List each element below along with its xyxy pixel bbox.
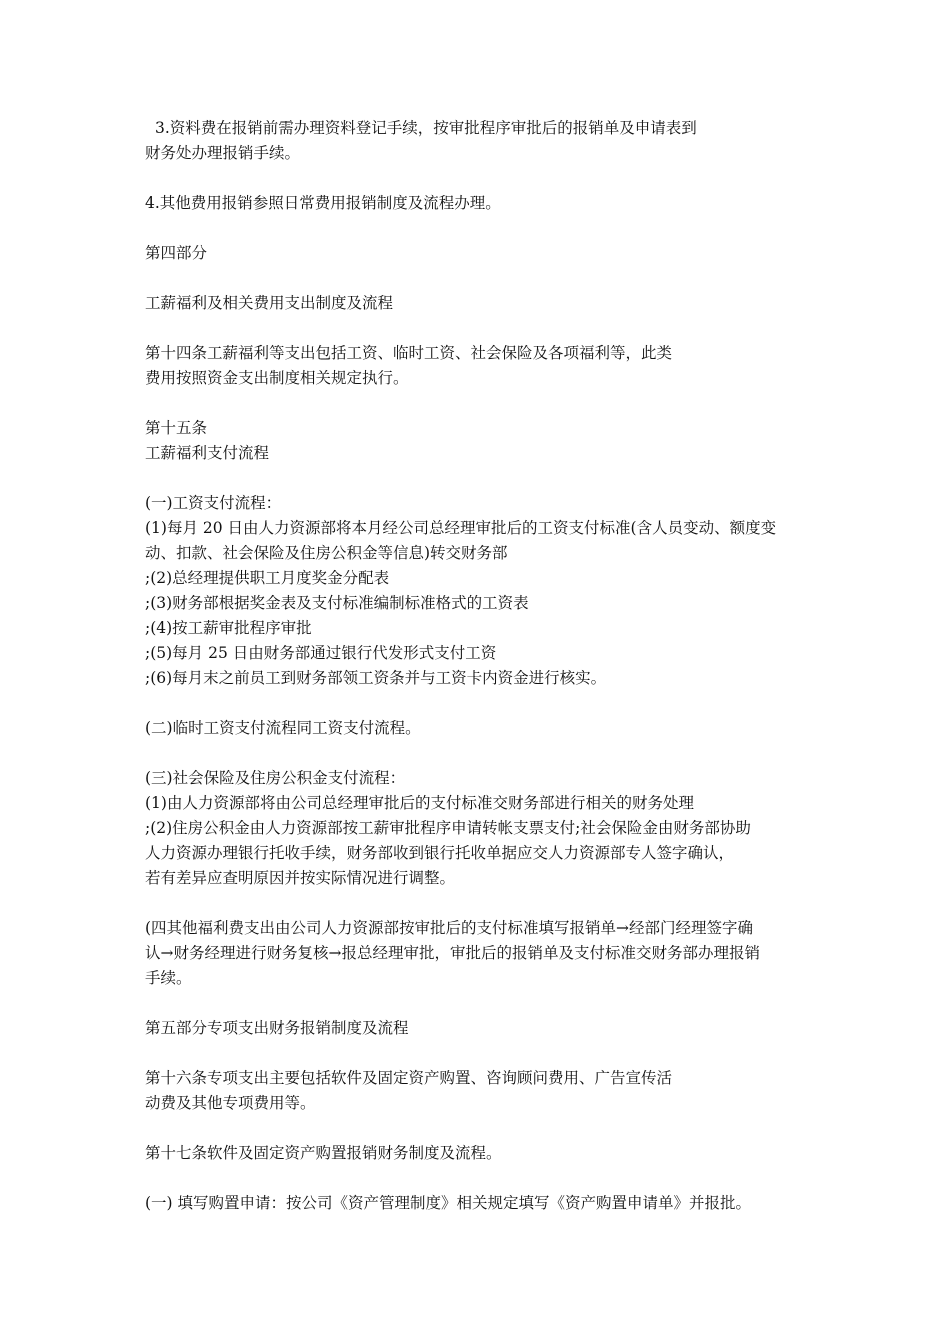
- text-line: 若有差异应查明原因并按实际情况进行调整。: [145, 869, 456, 887]
- text-line: 3.资料费在报销前需办理资料登记手续，按审批程序审批后的报销单及申请表到: [155, 119, 697, 137]
- article-title: 工薪福利支付流程: [145, 444, 270, 462]
- text-line: ;(5)每月 25 日由财务部通过银行代发形式支付工资: [145, 644, 497, 662]
- text-line: (一)工资支付流程：: [145, 494, 282, 512]
- text-line: ;(2)住房公积金由人力资源部按工薪审批程序申请转帐支票支付;社会保险金由财务部协助: [145, 819, 751, 837]
- text-line: 动费及其他专项费用等。: [145, 1094, 316, 1112]
- text-line: 第十六条专项支出主要包括软件及固定资产购置、咨询顾问费用、广告宣传活: [145, 1069, 673, 1087]
- text-line: (四其他福利费支出由公司人力资源部按审批后的支付标准填写报销单→经部门经理签字确: [145, 919, 754, 937]
- text-line: ;(3)财务部根据奖金表及支付标准编制标准格式的工资表: [145, 594, 529, 612]
- text-line: ;(4)按工薪审批程序审批: [145, 619, 312, 637]
- text-line: 费用按照资金支出制度相关规定执行。: [145, 369, 409, 387]
- text-line: 手续。: [145, 969, 192, 987]
- section-heading: 第四部分: [145, 244, 208, 262]
- text-line: ;(6)每月末之前员工到财务部领工资条并与工资卡内资金进行核实。: [145, 669, 607, 687]
- text-line: (一) 填写购置申请：按公司《资产管理制度》相关规定填写《资产购置申请单》并报批。: [145, 1194, 752, 1212]
- text-line: (1)由人力资源部将由公司总经理审批后的支付标准交财务部进行相关的财务处理: [145, 794, 694, 812]
- section-heading: 第五部分专项支出财务报销制度及流程: [145, 1019, 409, 1037]
- text-line: 第十七条软件及固定资产购置报销财务制度及流程。: [145, 1144, 502, 1162]
- text-line: 认→财务经理进行财务复核→报总经理审批，审批后的报销单及支付标准交财务部办理报销: [145, 944, 760, 962]
- text-line: 4.其他费用报销参照日常费用报销制度及流程办理。: [145, 194, 501, 212]
- text-line: 人力资源办理银行托收手续，财务部收到银行托收单据应交人力资源部专人签字确认，: [145, 844, 735, 862]
- text-line: (二)临时工资支付流程同工资支付流程。: [145, 719, 421, 737]
- text-line: 第十四条工薪福利等支出包括工资、临时工资、社会保险及各项福利等，此类: [145, 344, 673, 362]
- section-title: 工薪福利及相关费用支出制度及流程: [145, 294, 394, 312]
- article-heading: 第十五条: [145, 419, 208, 437]
- text-line: 财务处办理报销手续。: [145, 144, 301, 162]
- text-line: (1)每月 20 日由人力资源部将本月经公司总经理审批后的工资支付标准(含人员变动、额度变: [145, 519, 777, 537]
- text-line: 动、扣款、社会保险及住房公积金等信息)转交财务部: [145, 544, 508, 562]
- document-page: [145, 0, 825, 1344]
- text-line: ;(2)总经理提供职工月度奖金分配表: [145, 569, 390, 587]
- text-line: (三)社会保险及住房公积金支付流程：: [145, 769, 406, 787]
